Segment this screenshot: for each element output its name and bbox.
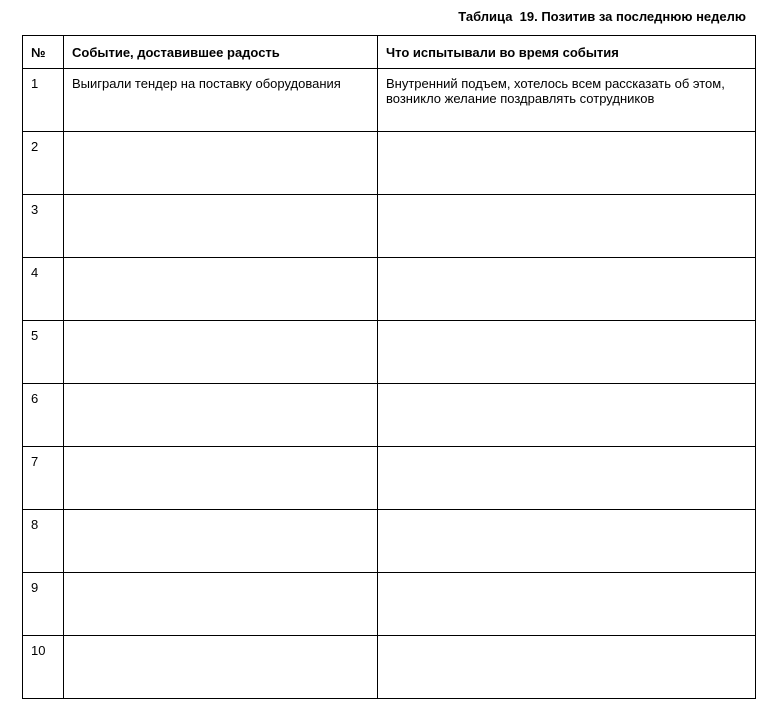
feeling-cell[interactable] bbox=[378, 636, 756, 699]
event-cell[interactable] bbox=[64, 195, 378, 258]
row-number: 8 bbox=[23, 510, 64, 573]
row-number: 6 bbox=[23, 384, 64, 447]
row-number: 3 bbox=[23, 195, 64, 258]
table-row bbox=[23, 510, 756, 573]
event-cell[interactable] bbox=[64, 636, 378, 699]
table-row bbox=[23, 447, 756, 510]
table-row bbox=[23, 69, 756, 132]
row-number: 7 bbox=[23, 447, 64, 510]
event-cell[interactable] bbox=[64, 258, 378, 321]
event-cell[interactable] bbox=[64, 132, 378, 195]
event-cell[interactable] bbox=[64, 384, 378, 447]
feeling-cell[interactable] bbox=[378, 510, 756, 573]
positive-events-table bbox=[22, 35, 756, 699]
row-number: 5 bbox=[23, 321, 64, 384]
feeling-cell[interactable] bbox=[378, 573, 756, 636]
feeling-cell[interactable] bbox=[378, 132, 756, 195]
event-cell[interactable]: Выиграли тендер на поставку оборудования bbox=[64, 69, 378, 132]
row-number: 2 bbox=[23, 132, 64, 195]
header-number: № bbox=[23, 36, 64, 69]
table-row bbox=[23, 384, 756, 447]
feeling-cell[interactable] bbox=[378, 195, 756, 258]
table-row bbox=[23, 573, 756, 636]
header-event: Событие, доставившее радость bbox=[64, 36, 378, 69]
event-cell[interactable] bbox=[64, 510, 378, 573]
table-row bbox=[23, 321, 756, 384]
table-row bbox=[23, 636, 756, 699]
row-number: 4 bbox=[23, 258, 64, 321]
table-row bbox=[23, 258, 756, 321]
feeling-cell[interactable]: Внутренний подъем, хотелось всем рассказать об этом, возникло желание поздравлять сотрудников bbox=[378, 69, 756, 132]
row-number: 9 bbox=[23, 573, 64, 636]
feeling-cell[interactable] bbox=[378, 447, 756, 510]
event-cell[interactable] bbox=[64, 573, 378, 636]
feeling-cell[interactable] bbox=[378, 258, 756, 321]
row-number: 1 bbox=[23, 69, 64, 132]
event-cell[interactable] bbox=[64, 321, 378, 384]
event-cell[interactable] bbox=[64, 447, 378, 510]
row-number: 10 bbox=[23, 636, 64, 699]
table-caption: Таблица 19. Позитив за последнюю неделю bbox=[458, 9, 746, 24]
table-row bbox=[23, 195, 756, 258]
table-row bbox=[23, 132, 756, 195]
feeling-cell[interactable] bbox=[378, 384, 756, 447]
feeling-cell[interactable] bbox=[378, 321, 756, 384]
header-feeling: Что испытывали во время события bbox=[378, 36, 756, 69]
table-header-row bbox=[23, 36, 756, 69]
